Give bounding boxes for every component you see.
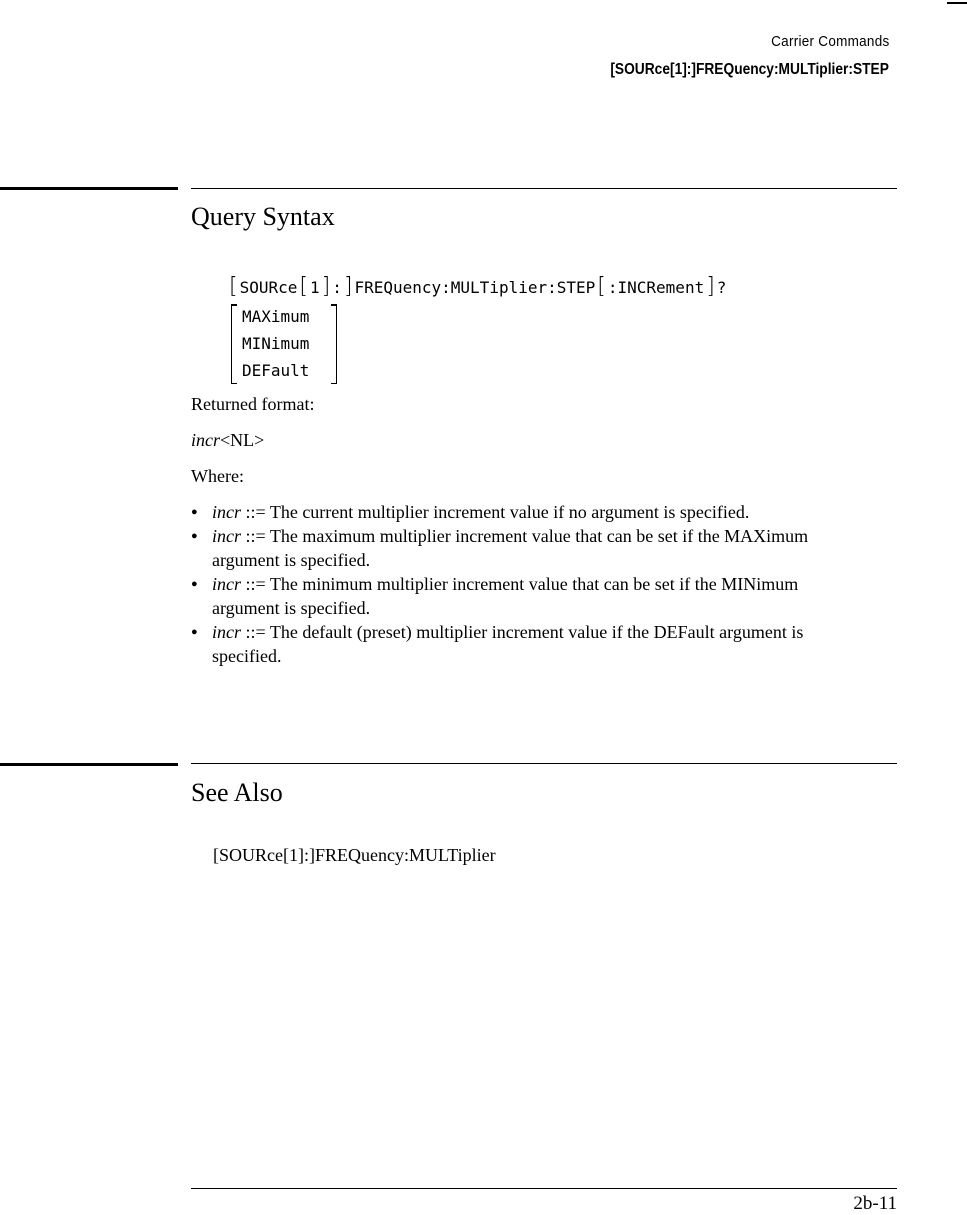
syntax-index: 1 xyxy=(309,277,320,297)
definition-op: ::= xyxy=(241,574,270,594)
list-item xyxy=(191,572,864,620)
argument-minimum: MINimum xyxy=(242,334,310,353)
definition-text: The maximum multiplier increment value that can be set if the MAXimum argument is specified. xyxy=(212,526,809,570)
section-title-query-syntax: Query Syntax xyxy=(191,202,335,231)
close-bracket: ] xyxy=(706,274,715,299)
list-item xyxy=(191,524,864,572)
definition-op: ::= xyxy=(241,622,270,642)
definition-var: incr xyxy=(212,622,241,642)
close-bracket: ] xyxy=(343,274,353,299)
list-item xyxy=(191,620,864,668)
definition-text: The current multiplier increment value if no argument is specified. xyxy=(269,502,750,522)
section-rule-thin xyxy=(191,763,897,764)
close-bracket: ] xyxy=(321,274,331,299)
definition-var: incr xyxy=(212,526,241,546)
see-also-link[interactable]: [SOURce[1]:]FREQuency:MULTiplier xyxy=(213,845,496,865)
syntax-optional: :INCRement xyxy=(607,277,705,297)
definition-op: ::= xyxy=(241,526,270,546)
returned-format-var: incr xyxy=(191,430,220,450)
syntax-source: SOURce xyxy=(239,277,298,297)
definition-list xyxy=(191,500,911,668)
returned-format-suffix: <NL> xyxy=(220,430,265,450)
returned-format-value xyxy=(191,430,264,451)
argument-maximum: MAXimum xyxy=(242,307,310,326)
syntax-colon: : xyxy=(332,277,342,297)
returned-format-label: Returned format: xyxy=(191,394,315,414)
definition-var: incr xyxy=(212,502,241,522)
section-title-see-also: See Also xyxy=(191,778,283,807)
definition-text: The default (preset) multiplier increment value if the DEFault argument is specified. xyxy=(212,622,804,666)
open-bracket: [ xyxy=(299,274,308,299)
running-header-command: [SOURce[1]:]FREQuency:MULTiplier:STEP xyxy=(610,61,889,78)
syntax-line xyxy=(227,276,726,298)
syntax-command: FREQuency:MULTiplier:STEP xyxy=(354,277,596,297)
open-bracket: [ xyxy=(229,274,238,299)
section-rule-thick xyxy=(0,763,178,766)
where-label: Where: xyxy=(191,466,244,486)
corner-mark xyxy=(947,2,967,4)
footer-rule xyxy=(191,1188,897,1189)
argument-default: DEFault xyxy=(242,361,310,380)
syntax-query-mark: ? xyxy=(716,277,727,297)
section-rule-thick xyxy=(0,187,178,190)
argument-choice-bracket xyxy=(231,304,337,384)
definition-text: The minimum multiplier increment value that can be set if the MINimum argument is specified. xyxy=(212,574,799,618)
running-header-section: Carrier Commands xyxy=(770,33,889,50)
page-number: 2b-11 xyxy=(853,1193,897,1214)
open-bracket: [ xyxy=(597,274,606,299)
definition-var: incr xyxy=(212,574,241,594)
section-rule-thin xyxy=(191,188,897,189)
list-item xyxy=(191,500,911,524)
definition-op: ::= xyxy=(241,502,270,522)
